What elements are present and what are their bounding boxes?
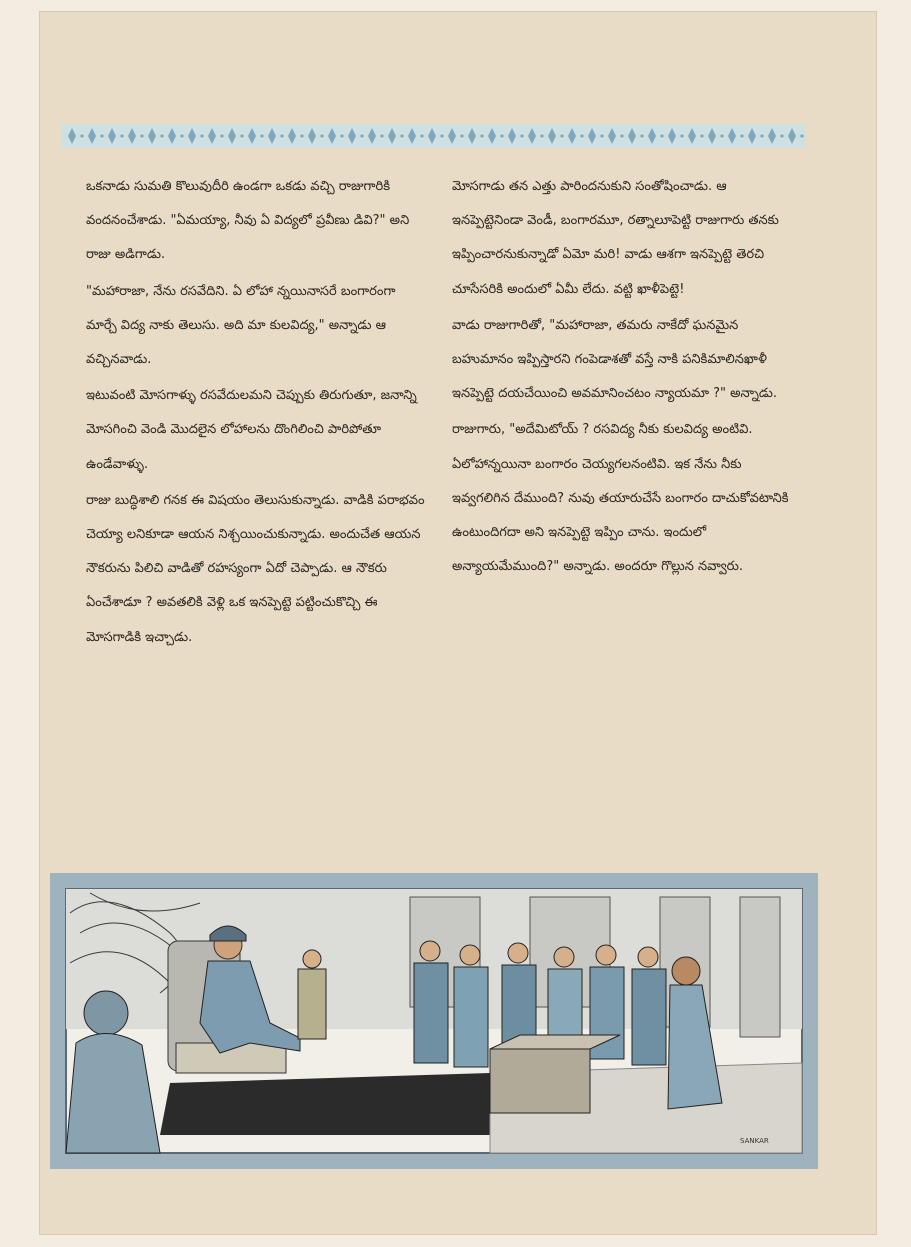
border-dot [320, 134, 323, 137]
border-dot [220, 134, 223, 137]
right-paragraph-1: మోసగాడు తన ఎత్తు పారిందనుకుని సంతోషించాడు. ఆ ఇనప్పెట్టెనిండా వెండీ, బంగారమూ, రత్నాలూపెట్టి రాజుగారు తనకు ఇప్పించారనుకున్నాడో ఏమో మరి! వాడు ఆశగా ఇనప్పెట్టె తెరచి చూసేసరికి అందులో ఏమీ లేదు. వట్టి ఖాళీపెట్టె! [452, 179, 779, 297]
border-dot [440, 134, 443, 137]
border-dot [240, 134, 243, 137]
border-dot [300, 134, 303, 137]
border-dot [480, 134, 483, 137]
left-paragraph-2: "మహారాజా, నేను రసవేదిని. ఏ లోహా న్నయినాసరే బంగారంగా మార్చే విద్య నాకు తెలుసు. అది మా కులవిద్య," అన్నాడు ఆ వచ్చినవాడు. [86, 283, 396, 368]
court-scene [50, 873, 818, 1169]
border-dot [380, 134, 383, 137]
border-dot [560, 134, 563, 137]
illustration-signature: SANKAR [740, 1137, 769, 1145]
border-dot [120, 134, 123, 137]
border-dot [160, 134, 163, 137]
border-dot [720, 134, 723, 137]
border-dot [360, 134, 363, 137]
border-dot [500, 134, 503, 137]
right-paragraph-2: వాడు రాజుగారితో, "మహారాజా, తమరు నాకేదో ఘనమైన బహుమానం ఇప్పిస్తారని గంపెడాశతో వస్తే నాకి పనికిమాలినఖాళీ ఇనప్పెట్టె దయచేయించి అవమానించటం న్యాయమా ?" అన్నాడు. [452, 317, 778, 402]
border-dot [180, 134, 183, 137]
border-dot [540, 134, 543, 137]
left-paragraph-4: రాజు బుద్ధిశాలి గనక ఈ విషయం తెలుసుకున్నాడు. వాడికి పరాభవం చెయ్యా లనికూడా ఆయన నిశ్చయించుకున్నాడు. అందుచేత ఆయన నౌకరును పిలిచి వాడితో రహస్యంగా ఏదో చెప్పాడు. ఆ నౌకరు ఏంచేశాడూ ? అవతలికి వెళ్లి ఒక ఇనప్పెట్టె పట్టించుకొచ్చి ఈ మోసగాడికి ఇచ్చాడు. [86, 492, 425, 645]
border-dot [640, 134, 643, 137]
border-dot [420, 134, 423, 137]
border-dot [260, 134, 263, 137]
border-dot [780, 134, 783, 137]
border-dot [100, 134, 103, 137]
right-paragraph-3: రాజుగారు, "అదేమిటోయ్ ? రసవిద్య నీకు కులవిద్య అంటివి. ఏలోహాన్నయినా బంగారం చెయ్యగలనంటివి. ఇక నేను నీకు ఇవ్వగలిగిన దేముంది? నువు తయారుచేసే బంగారం దాచుకోవటానికి ఉంటుందిగదా అని ఇనప్పెట్టె ఇప్పిం చాను. ఇందులో అన్యాయమేముంది?" అన్నాడు. అందరూ గొల్లున నవ్వారు. [452, 422, 789, 575]
border-dot [620, 134, 623, 137]
border-dot [760, 134, 763, 137]
decorative-border [62, 124, 806, 148]
border-dot [80, 134, 83, 137]
border-dot [200, 134, 203, 137]
right-column [452, 170, 796, 586]
border-dot [580, 134, 583, 137]
border-dot [340, 134, 343, 137]
illustration [50, 873, 818, 1169]
border-dot [680, 134, 683, 137]
border-dot [140, 134, 143, 137]
border-dot [800, 134, 803, 137]
border-dot [700, 134, 703, 137]
border-dot [400, 134, 403, 137]
border-dot [460, 134, 463, 137]
border-dot [280, 134, 283, 137]
left-paragraph-1: ఒకనాడు సుమతి కొలువుదీరి ఉండగా ఒకడు వచ్చి రాజుగారికి వందనంచేశాడు. "ఏమయ్యా, నీవు ఏ విద్యలో ప్రవీణు డివి?" అని రాజు అడిగాడు. [86, 179, 410, 263]
left-column [86, 170, 430, 657]
border-dot [740, 134, 743, 137]
left-paragraph-3: ఇటువంటి మోసగాళ్ళు రసవేదులమని చెప్పుకు తిరుగుతూ, జనాన్ని మోసగించి వెండి మొదలైన లోహాలను దొంగిలించి పారిపోతూ ఉండేవాళ్ళు. [86, 388, 417, 472]
border-dot [600, 134, 603, 137]
border-dot [520, 134, 523, 137]
border-dot [660, 134, 663, 137]
